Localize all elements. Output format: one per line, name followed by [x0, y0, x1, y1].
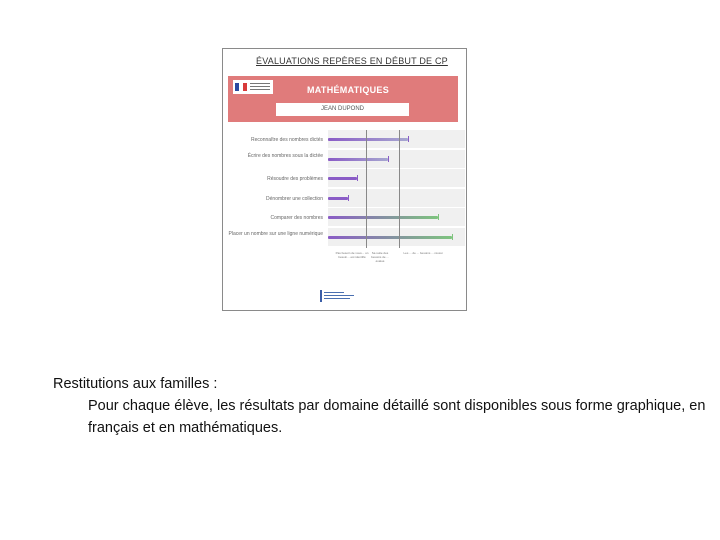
legend-item-3: Les ... de ... besoins ... réussi — [403, 251, 443, 255]
report-title: ÉVALUATIONS REPÈRES EN DÉBUT DE CP — [256, 56, 448, 66]
legend-item-2: Sa suite des besoins de ... évalué — [371, 251, 389, 263]
caption-heading: Restitutions aux familles : — [53, 376, 218, 392]
subject-banner — [228, 76, 458, 122]
caption-block — [53, 373, 713, 439]
student-name: JEAN DUPOND — [276, 103, 409, 116]
skill-bar-end-marker — [438, 214, 439, 220]
skill-bar-end-marker — [452, 234, 453, 240]
skill-bar-end-marker — [357, 175, 358, 181]
skill-label: Résoudre des problèmes — [267, 176, 323, 183]
flag-icon — [235, 83, 247, 91]
skill-label: Écrire des nombres sous la dictée — [247, 152, 323, 159]
skill-bar — [328, 236, 452, 239]
skill-bar — [328, 216, 438, 219]
skills-chart — [328, 130, 465, 248]
skill-label: Comparer des nombres — [270, 215, 323, 222]
chart-row — [328, 150, 465, 169]
chart-row — [328, 130, 465, 149]
chart-row — [328, 228, 465, 247]
legend-item-1: Pas besoin de vous... un besoin... est identifié — [335, 251, 369, 259]
skill-label: Placer un nombre sur une ligne numérique — [228, 231, 323, 237]
evaluation-report-image — [222, 48, 467, 311]
caption-body: Pour chaque élève, les résultats par domaine détaillé sont disponibles sous forme graphique, en français et en mathématiques. — [88, 398, 706, 436]
ministry-logo — [320, 290, 362, 302]
skill-label: Dénombrer une collection — [266, 195, 323, 202]
skill-bar — [328, 138, 408, 141]
chart-row — [328, 208, 465, 227]
chart-row — [328, 169, 465, 188]
threshold-line — [366, 130, 367, 248]
chart-row — [328, 189, 465, 208]
skill-bar — [328, 158, 388, 161]
skill-bar-end-marker — [388, 156, 389, 162]
skill-bar — [328, 177, 357, 180]
skill-bar-end-marker — [348, 195, 349, 201]
skill-bar-end-marker — [408, 136, 409, 142]
subject-title: MATHÉMATIQUES — [306, 85, 390, 95]
threshold-line — [399, 130, 400, 248]
republique-francaise-logo — [233, 80, 273, 94]
skill-bar — [328, 197, 348, 200]
skill-label: Reconnaître des nombres dictés — [251, 137, 323, 143]
